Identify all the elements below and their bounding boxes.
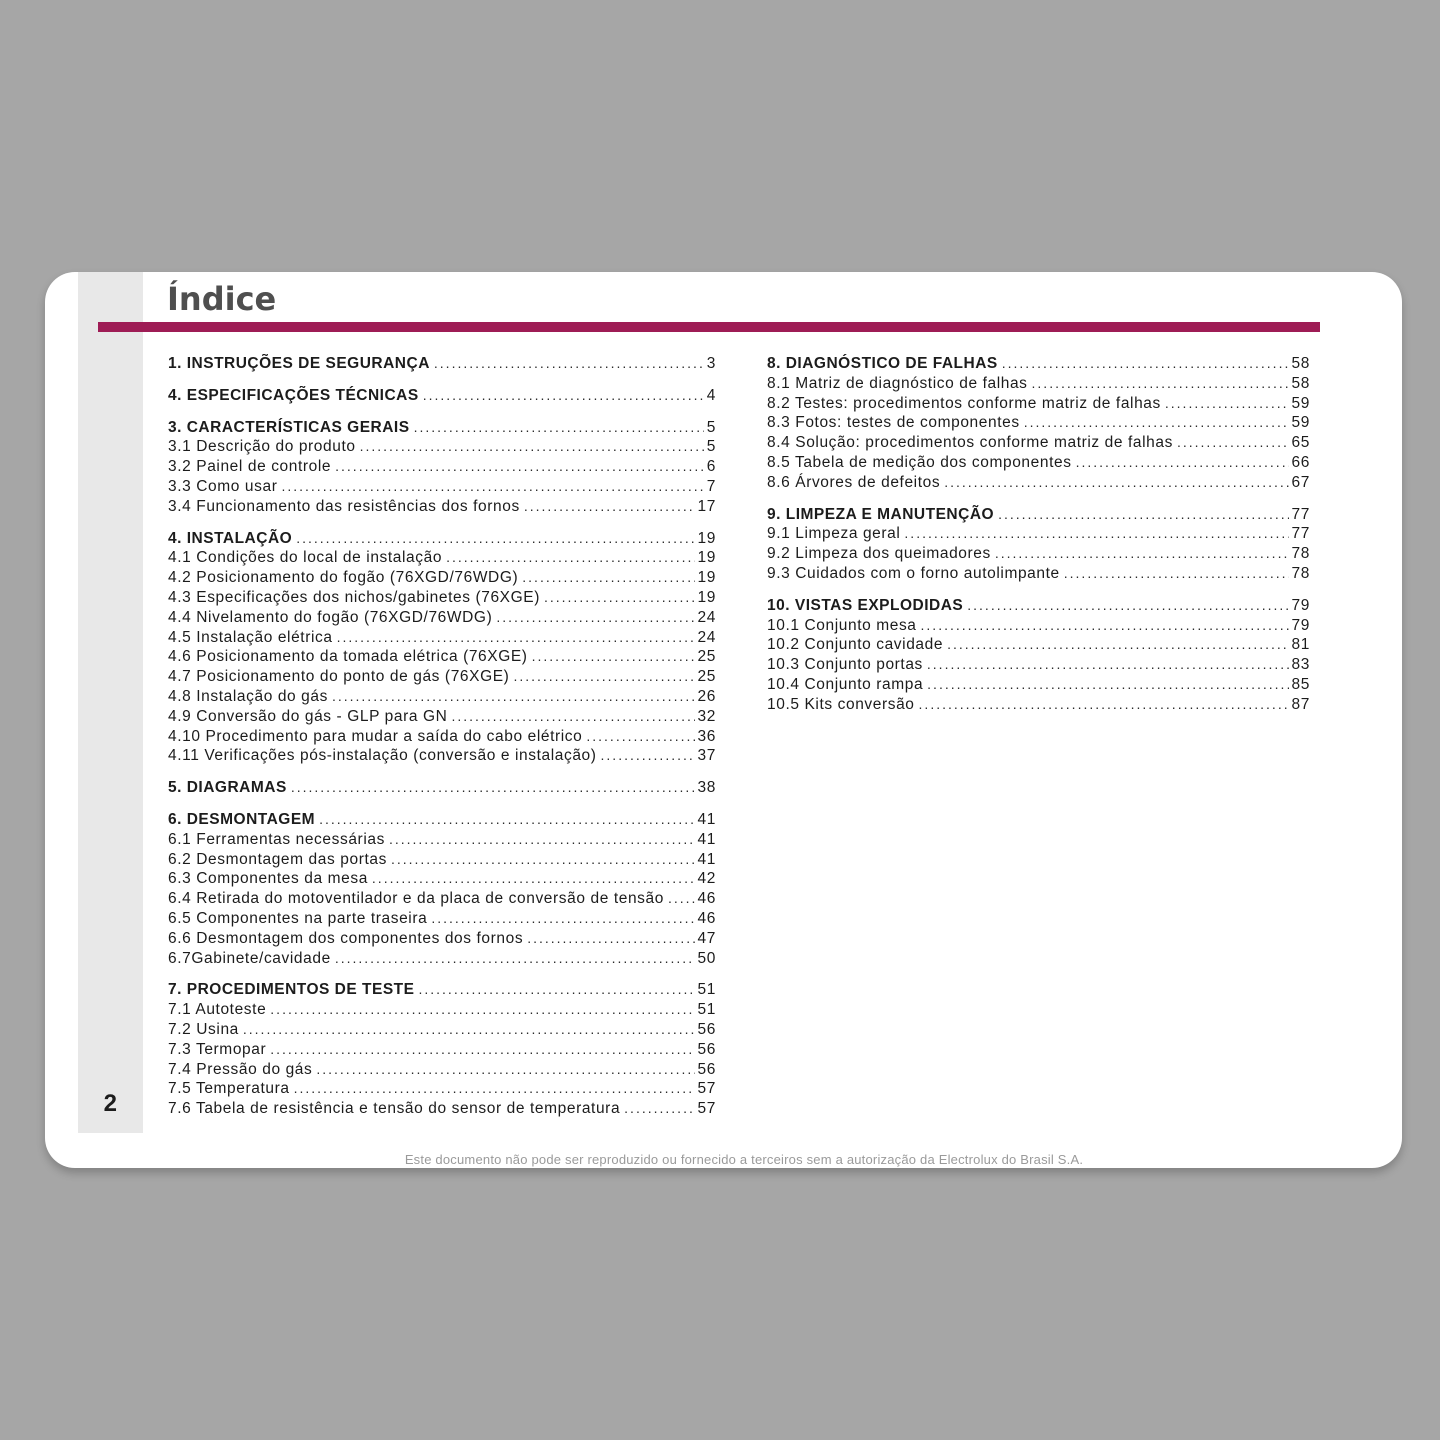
toc-entry-label: 10. VISTAS EXPLODIDAS xyxy=(767,596,964,614)
toc-entry-label: 3.3 Como usar xyxy=(168,477,278,495)
toc-entry xyxy=(168,588,716,608)
toc-entry xyxy=(168,647,716,667)
toc-entry-label: 7.5 Temperatura xyxy=(168,1080,290,1098)
toc-entry-page: 51 xyxy=(697,981,716,999)
toc-entry xyxy=(168,1000,716,1020)
toc-entry-page: 50 xyxy=(697,949,716,967)
toc-entry xyxy=(767,433,1310,453)
toc-entry-page: 3 xyxy=(706,355,716,372)
toc-entry xyxy=(168,869,716,889)
toc-leader-dots xyxy=(1002,354,1289,374)
toc-entry xyxy=(767,695,1310,715)
toc-group xyxy=(767,354,1310,493)
toc-group xyxy=(168,810,716,968)
toc-entry xyxy=(168,568,716,588)
toc-entry-page: 41 xyxy=(697,810,716,828)
toc-entry-page: 57 xyxy=(697,1100,716,1118)
toc-entry-label: 10.3 Conjunto portas xyxy=(767,656,923,674)
page-margin-strip xyxy=(78,272,143,1133)
toc-entry-label: 8.3 Fotos: testes de componentes xyxy=(767,414,1020,432)
toc-entry-label: 4.2 Posicionamento do fogão (76XGD/76WDG) xyxy=(168,569,519,587)
toc-entry-page: 58 xyxy=(1291,355,1310,372)
toc-entry xyxy=(168,929,716,949)
toc-entry-page: 5 xyxy=(706,438,716,456)
toc-entry-label: 10.5 Kits conversão xyxy=(767,695,915,713)
toc-leader-dots xyxy=(319,810,694,830)
toc-leader-dots xyxy=(332,687,695,707)
toc-entry xyxy=(168,437,716,457)
toc-entry-page: 56 xyxy=(697,1020,716,1038)
toc-leader-dots xyxy=(360,437,704,457)
toc-leader-dots xyxy=(270,1000,694,1020)
toc-leader-dots xyxy=(496,608,694,628)
toc-entry-label: 4.7 Posicionamento do ponto de gás (76XGE) xyxy=(168,668,510,686)
toc-entry-page: 19 xyxy=(697,588,716,606)
toc-leader-dots xyxy=(418,980,694,1000)
toc-entry-label: 7.2 Usina xyxy=(168,1020,239,1038)
toc-leader-dots xyxy=(281,477,703,497)
toc-leader-dots xyxy=(414,418,704,438)
toc-entry-label: 8.4 Solução: procedimentos conforme matriz de falhas xyxy=(767,434,1173,452)
toc-leader-dots xyxy=(601,746,695,766)
toc-leader-dots xyxy=(927,655,1289,675)
toc-entry xyxy=(168,608,716,628)
toc-entry-label: 6.4 Retirada do motoventilador e da placa de conversão de tensão xyxy=(168,890,664,908)
toc-leader-dots xyxy=(1032,374,1289,394)
toc-entry-page: 58 xyxy=(1291,374,1310,392)
toc-entry-label: 7. PROCEDIMENTOS DE TESTE xyxy=(168,981,415,999)
toc-entry-page: 19 xyxy=(697,529,716,547)
toc-entry-page: 46 xyxy=(697,909,716,927)
toc-entry-label: 7.3 Termopar xyxy=(168,1040,267,1058)
toc-entry-heading xyxy=(168,418,716,438)
toc-leader-dots xyxy=(1064,564,1289,584)
toc-entry-label: 8.2 Testes: procedimentos conforme matriz de falhas xyxy=(767,394,1161,412)
toc-entry-page: 19 xyxy=(697,569,716,587)
toc-entry xyxy=(168,1040,716,1060)
title-rule xyxy=(98,322,1320,332)
toc-entry-label: 9.3 Cuidados com o forno autolimpante xyxy=(767,564,1060,582)
toc-entry xyxy=(767,616,1310,636)
toc-entry-heading xyxy=(168,354,716,374)
toc-entry-label: 4.8 Instalação do gás xyxy=(168,687,328,705)
toc-entry xyxy=(767,394,1310,414)
toc-entry xyxy=(767,524,1310,544)
toc-entry-label: 4.5 Instalação elétrica xyxy=(168,628,333,646)
toc-entry xyxy=(767,374,1310,394)
toc-entry-page: 25 xyxy=(697,648,716,666)
toc-entry xyxy=(168,1060,716,1080)
toc-entry-page: 78 xyxy=(1291,545,1310,563)
toc-entry-page: 42 xyxy=(697,870,716,888)
toc-entry-label: 4.11 Verificações pós-instalação (conversão e instalação) xyxy=(168,747,597,765)
toc-leader-dots xyxy=(668,889,695,909)
toc-entry xyxy=(168,1020,716,1040)
toc-entry-label: 6.3 Componentes da mesa xyxy=(168,870,368,888)
toc-entry-label: 8.5 Tabela de medição dos componentes xyxy=(767,453,1072,471)
toc-leader-dots xyxy=(522,568,694,588)
toc-entry-page: 77 xyxy=(1291,525,1310,543)
toc-leader-dots xyxy=(291,778,695,798)
toc-leader-dots xyxy=(446,548,694,568)
toc-entry-page: 41 xyxy=(697,850,716,868)
toc-group xyxy=(168,418,716,517)
toc-entry-label: 8.6 Árvores de defeitos xyxy=(767,473,941,491)
toc-entry-page: 78 xyxy=(1291,564,1310,582)
toc-entry-page: 56 xyxy=(697,1040,716,1058)
toc-entry xyxy=(168,628,716,648)
toc-entry-page: 87 xyxy=(1291,695,1310,713)
toc-entry-heading xyxy=(168,529,716,549)
toc-entry-heading xyxy=(168,980,716,1000)
toc-entry-heading xyxy=(168,386,716,406)
toc-entry-label: 4.3 Especificações dos nichos/gabinetes (76XGE) xyxy=(168,588,540,606)
toc-entry-page: 56 xyxy=(697,1060,716,1078)
toc-entry-label: 7.1 Autoteste xyxy=(168,1001,267,1019)
toc-entry xyxy=(168,1079,716,1099)
toc-entry-page: 5 xyxy=(706,418,716,436)
toc-leader-dots xyxy=(527,929,694,949)
toc-entry-label: 10.1 Conjunto mesa xyxy=(767,616,917,634)
toc-entry-label: 6.7Gabinete/cavidade xyxy=(168,949,331,967)
toc-entry xyxy=(767,413,1310,433)
toc-leader-dots xyxy=(532,647,695,667)
toc-column-left xyxy=(168,354,716,1119)
toc-leader-dots xyxy=(423,386,704,406)
page-title: Índice xyxy=(167,280,277,318)
toc-entry xyxy=(767,453,1310,473)
toc-entry xyxy=(168,667,716,687)
toc-leader-dots xyxy=(967,596,1288,616)
toc-entry-page: 85 xyxy=(1291,675,1310,693)
toc-leader-dots xyxy=(1024,413,1289,433)
toc-entry xyxy=(767,473,1310,493)
toc-entry xyxy=(767,564,1310,584)
toc-leader-dots xyxy=(434,354,704,374)
toc-entry xyxy=(168,746,716,766)
toc-entry-page: 24 xyxy=(697,608,716,626)
toc-entry-label: 5. DIAGRAMAS xyxy=(168,779,287,797)
toc-entry-label: 4.9 Conversão do gás - GLP para GN xyxy=(168,707,448,725)
toc-group xyxy=(168,386,716,406)
toc-leader-dots xyxy=(335,949,695,969)
toc-leader-dots xyxy=(451,707,694,727)
toc-entry-page: 81 xyxy=(1291,636,1310,654)
toc-entry xyxy=(168,727,716,747)
toc-group xyxy=(168,778,716,798)
toc-leader-dots xyxy=(524,497,695,517)
toc-entry-page: 41 xyxy=(697,830,716,848)
toc-entry-label: 9.1 Limpeza geral xyxy=(767,525,901,543)
toc-entry-label: 9.2 Limpeza dos queimadores xyxy=(767,545,991,563)
toc-entry-page: 51 xyxy=(697,1001,716,1019)
toc-entry-label: 6.1 Ferramentas necessárias xyxy=(168,830,385,848)
toc-leader-dots xyxy=(294,1079,695,1099)
toc-entry xyxy=(767,635,1310,655)
toc-leader-dots xyxy=(243,1020,695,1040)
toc-leader-dots xyxy=(513,667,694,687)
toc-entry-label: 6.2 Desmontagem das portas xyxy=(168,850,387,868)
toc-entry xyxy=(168,497,716,517)
toc-entry-label: 8. DIAGNÓSTICO DE FALHAS xyxy=(767,355,998,372)
toc-leader-dots xyxy=(624,1099,694,1119)
toc-entry-page: 47 xyxy=(697,929,716,947)
toc-entry-page: 26 xyxy=(697,687,716,705)
toc-leader-dots xyxy=(921,616,1289,636)
toc-entry xyxy=(168,687,716,707)
toc-leader-dots xyxy=(927,675,1288,695)
toc-entry xyxy=(168,949,716,969)
toc-entry xyxy=(767,544,1310,564)
toc-entry-page: 19 xyxy=(697,549,716,567)
toc-entry-label: 6.5 Componentes na parte traseira xyxy=(168,909,428,927)
toc-group xyxy=(767,596,1310,715)
toc-entry-page: 65 xyxy=(1291,434,1310,452)
toc-entry-label: 4. ESPECIFICAÇÕES TÉCNICAS xyxy=(168,386,419,404)
toc-leader-dots xyxy=(391,850,695,870)
toc-leader-dots xyxy=(1076,453,1289,473)
toc-leader-dots xyxy=(944,473,1288,493)
toc-leader-dots xyxy=(904,524,1288,544)
toc-entry-page: 46 xyxy=(697,890,716,908)
toc-entry-label: 10.2 Conjunto cavidade xyxy=(767,636,944,654)
toc-leader-dots xyxy=(544,588,695,608)
toc-entry-page: 6 xyxy=(706,458,716,476)
toc-entry-page: 24 xyxy=(697,628,716,646)
toc-leader-dots xyxy=(1165,394,1289,414)
toc-entry-label: 8.1 Matriz de diagnóstico de falhas xyxy=(767,374,1028,392)
toc-entry-page: 37 xyxy=(697,747,716,765)
toc-entry-page: 25 xyxy=(697,668,716,686)
toc-entry-page: 79 xyxy=(1291,596,1310,614)
toc-entry-label: 7.6 Tabela de resistência e tensão do sensor de temperatura xyxy=(168,1100,621,1118)
confidentiality-notice: Este documento não pode ser reproduzido ou fornecido a terceiros sem a autorização da Electrolux do Brasil S.A. xyxy=(404,1152,1084,1167)
toc-entry-page: 77 xyxy=(1291,505,1310,523)
toc-entry xyxy=(168,830,716,850)
toc-entry xyxy=(168,477,716,497)
toc-entry-label: 4.4 Nivelamento do fogão (76XGD/76WDG) xyxy=(168,608,493,626)
toc-entry-heading xyxy=(767,354,1310,374)
toc-entry-label: 3. CARACTERÍSTICAS GERAIS xyxy=(168,418,410,436)
toc-entry-page: 32 xyxy=(697,707,716,725)
toc-entry-label: 6.6 Desmontagem dos componentes dos fornos xyxy=(168,929,524,947)
toc-entry-page: 57 xyxy=(697,1080,716,1098)
toc-leader-dots xyxy=(919,695,1289,715)
page-number: 2 xyxy=(103,1090,118,1117)
toc-entry xyxy=(767,655,1310,675)
toc-leader-dots xyxy=(337,628,695,648)
toc-entry-label: 4.6 Posicionamento da tomada elétrica (76XGE) xyxy=(168,648,528,666)
toc-group xyxy=(168,354,716,374)
toc-entry-page: 7 xyxy=(706,477,716,495)
toc-leader-dots xyxy=(335,457,704,477)
toc-entry-page: 36 xyxy=(697,727,716,745)
toc-entry xyxy=(168,1099,716,1119)
toc-entry-label: 3.2 Painel de controle xyxy=(168,458,332,476)
document-page xyxy=(45,272,1402,1168)
toc-entry xyxy=(767,675,1310,695)
toc-leader-dots xyxy=(270,1040,694,1060)
toc-entry-label: 6. DESMONTAGEM xyxy=(168,810,316,828)
toc-entry-label: 4. INSTALAÇÃO xyxy=(168,529,293,547)
toc-entry-page: 59 xyxy=(1291,394,1310,412)
toc-entry xyxy=(168,909,716,929)
toc-entry-label: 4.10 Procedimento para mudar a saída do cabo elétrico xyxy=(168,727,583,745)
toc-leader-dots xyxy=(947,635,1288,655)
toc-entry-label: 4.1 Condições do local de instalação xyxy=(168,549,443,567)
toc-leader-dots xyxy=(1177,433,1289,453)
toc-entry-heading xyxy=(767,596,1310,616)
toc-leader-dots xyxy=(431,909,694,929)
toc-entry xyxy=(168,850,716,870)
toc-entry-page: 67 xyxy=(1291,473,1310,491)
toc-entry xyxy=(168,707,716,727)
toc-entry-label: 3.1 Descrição do produto xyxy=(168,438,356,456)
toc-entry xyxy=(168,889,716,909)
toc-leader-dots xyxy=(995,544,1289,564)
toc-entry-page: 59 xyxy=(1291,414,1310,432)
toc-column-right xyxy=(767,354,1310,715)
toc-leader-dots xyxy=(296,529,694,549)
toc-entry-page: 4 xyxy=(706,386,716,404)
toc-entry-label: 7.4 Pressão do gás xyxy=(168,1060,313,1078)
toc-entry-page: 66 xyxy=(1291,453,1310,471)
toc-entry-page: 38 xyxy=(697,779,716,797)
toc-leader-dots xyxy=(586,727,694,747)
toc-group xyxy=(767,505,1310,584)
toc-entry xyxy=(168,457,716,477)
toc-leader-dots xyxy=(372,869,695,889)
toc-leader-dots xyxy=(998,505,1288,525)
toc-entry-label: 3.4 Funcionamento das resistências dos fornos xyxy=(168,497,520,515)
toc-entry-page: 17 xyxy=(697,497,716,515)
toc-entry-heading xyxy=(168,778,716,798)
toc-leader-dots xyxy=(316,1060,694,1080)
toc-entry xyxy=(168,548,716,568)
toc-group xyxy=(168,529,716,767)
toc-entry-heading xyxy=(168,810,716,830)
toc-entry-label: 9. LIMPEZA E MANUTENÇÃO xyxy=(767,505,995,523)
toc-group xyxy=(168,980,716,1119)
toc-leader-dots xyxy=(389,830,695,850)
toc-entry-label: 1. INSTRUÇÕES DE SEGURANÇA xyxy=(168,355,430,372)
toc-entry-heading xyxy=(767,505,1310,525)
toc-entry-page: 79 xyxy=(1291,616,1310,634)
toc-entry-page: 83 xyxy=(1291,656,1310,674)
toc-entry-label: 10.4 Conjunto rampa xyxy=(767,675,924,693)
